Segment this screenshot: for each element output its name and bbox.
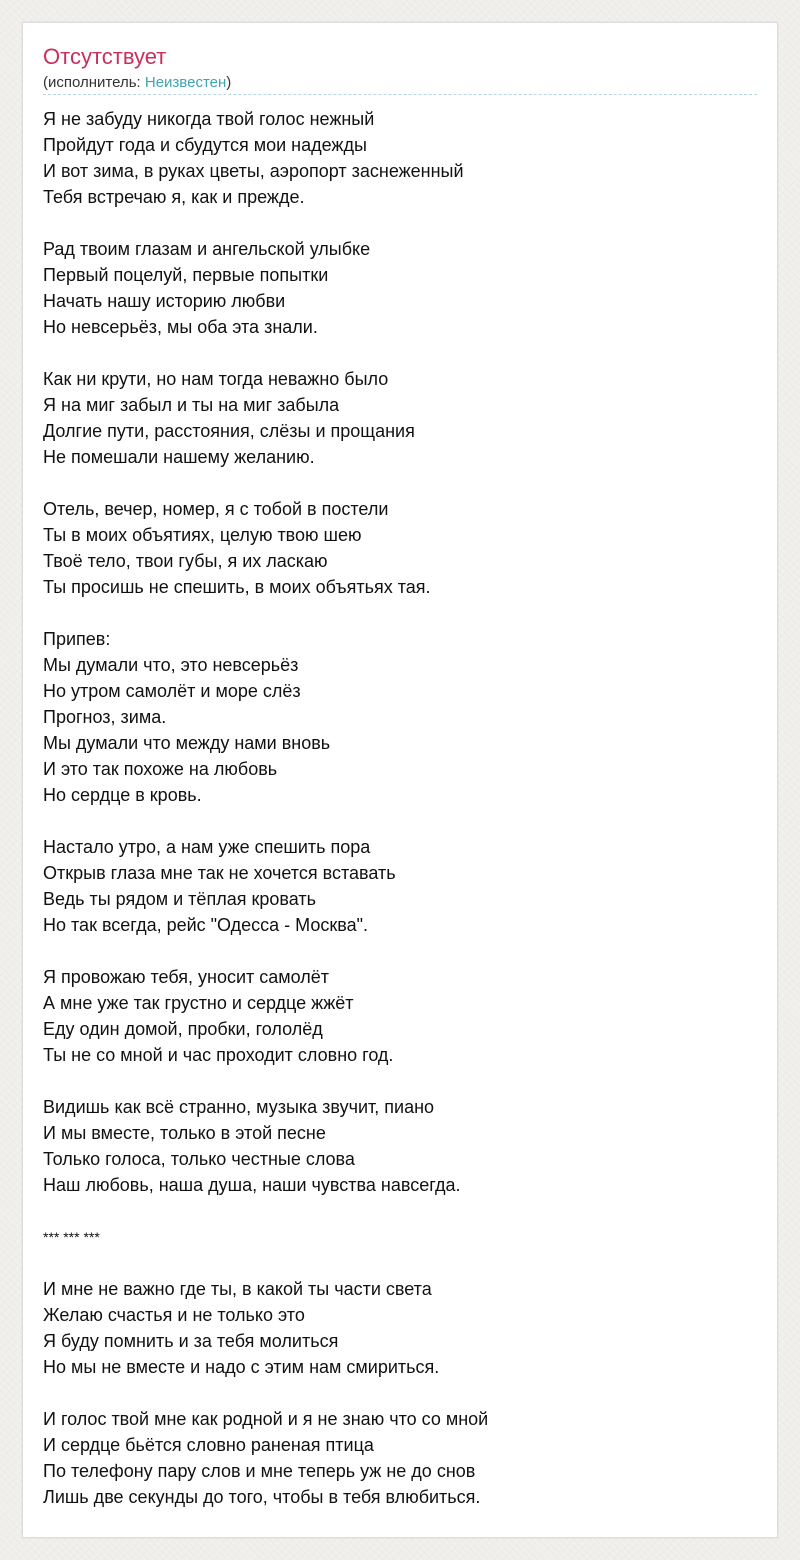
artist-prefix: (исполнитель: (43, 74, 145, 91)
lyrics-line: *** *** *** (43, 1229, 100, 1245)
lyrics-line: И голос твой мне как родной и я не знаю что со мной (43, 1409, 489, 1429)
lyrics-line: А мне уже так грустно и сердце жжёт (43, 993, 354, 1013)
lyrics-line: Пройдут года и сбудутся мои надежды (43, 135, 367, 155)
lyrics-line: Я не забуду никогда твой голос нежный (43, 109, 375, 129)
lyrics-line: Лишь две секунды до того, чтобы в тебя влюбиться. (43, 1487, 481, 1507)
artist-suffix: ) (226, 74, 232, 91)
lyrics-line: Видишь как всё странно, музыка звучит, пиано (43, 1097, 435, 1117)
lyrics-line: И мы вместе, только в этой песне (43, 1123, 326, 1143)
artist-line (43, 74, 231, 92)
lyrics-blank-line (43, 808, 759, 834)
lyrics-card (22, 22, 778, 1538)
lyrics-line: Тебя встречаю я, как и прежде. (43, 187, 305, 207)
lyrics-line: Открыв глаза мне так не хочется вставать (43, 863, 396, 883)
lyrics-line: И вот зима, в руках цветы, аэропорт заснеженный (43, 161, 464, 181)
song-title: Отсутствует (43, 44, 167, 69)
lyrics-line: Я буду помнить и за тебя молиться (43, 1331, 339, 1351)
lyrics-line: Но мы не вместе и надо с этим нам смириться. (43, 1357, 440, 1377)
lyrics-line: Я провожаю тебя, уносит самолёт (43, 967, 330, 987)
lyrics-line: Ты не со мной и час проходит словно год. (43, 1045, 394, 1065)
lyrics-line: Ты в моих объятиях, целую твою шею (43, 525, 362, 545)
lyrics-line: Долгие пути, расстояния, слёзы и прощания (43, 421, 415, 441)
lyrics-blank-line (43, 600, 759, 626)
lyrics-line: Мы думали что между нами вновь (43, 733, 331, 753)
lyrics-line: Но так всегда, рейс "Одесса - Москва". (43, 915, 369, 935)
lyrics-line: Еду один домой, пробки, гололёд (43, 1019, 323, 1039)
lyrics-line: И сердце бьётся словно раненая птица (43, 1435, 374, 1455)
lyrics-line: Прогноз, зима. (43, 707, 167, 727)
lyrics-line: Не помешали нашему желанию. (43, 447, 315, 467)
lyrics-text (43, 106, 759, 1510)
header-divider (43, 94, 757, 95)
lyrics-blank-line (43, 1068, 759, 1094)
lyrics-blank-line (43, 1380, 759, 1406)
lyrics-line: Наш любовь, наша душа, наши чувства навсегда. (43, 1175, 461, 1195)
lyrics-blank-line (43, 1250, 759, 1276)
lyrics-line: Только голоса, только честные слова (43, 1149, 355, 1169)
lyrics-line: Но утром самолёт и море слёз (43, 681, 301, 701)
lyrics-line: Ты просишь не спешить, в моих объятьях тая. (43, 577, 431, 597)
lyrics-line: Ведь ты рядом и тёплая кровать (43, 889, 316, 909)
lyrics-line: И мне не важно где ты, в какой ты части света (43, 1279, 432, 1299)
lyrics-line: Первый поцелуй, первые попытки (43, 265, 329, 285)
lyrics-blank-line (43, 1198, 759, 1224)
lyrics-blank-line (43, 938, 759, 964)
lyrics-line: Припев: (43, 629, 111, 649)
lyrics-line: Но невсерьёз, мы оба эта знали. (43, 317, 318, 337)
lyrics-blank-line (43, 470, 759, 496)
lyrics-line: Отель, вечер, номер, я с тобой в постели (43, 499, 389, 519)
lyrics-line: По телефону пару слов и мне теперь уж не до снов (43, 1461, 476, 1481)
lyrics-line: Рад твоим глазам и ангельской улыбке (43, 239, 371, 259)
lyrics-line: Как ни крути, но нам тогда неважно было (43, 369, 389, 389)
lyrics-line: Я на миг забыл и ты на миг забыла (43, 395, 340, 415)
lyrics-blank-line (43, 340, 759, 366)
lyrics-line: Твоё тело, твои губы, я их ласкаю (43, 551, 328, 571)
artist-link[interactable]: Неизвестен (144, 74, 227, 91)
lyrics-line: Но сердце в кровь. (43, 785, 202, 805)
lyrics-line: Желаю счастья и не только это (43, 1305, 305, 1325)
lyrics-line: Настало утро, а нам уже спешить пора (43, 837, 371, 857)
lyrics-blank-line (43, 210, 759, 236)
lyrics-line: И это так похоже на любовь (43, 759, 278, 779)
lyrics-line: Начать нашу историю любви (43, 291, 286, 311)
lyrics-line: Мы думали что, это невсерьёз (43, 655, 299, 675)
